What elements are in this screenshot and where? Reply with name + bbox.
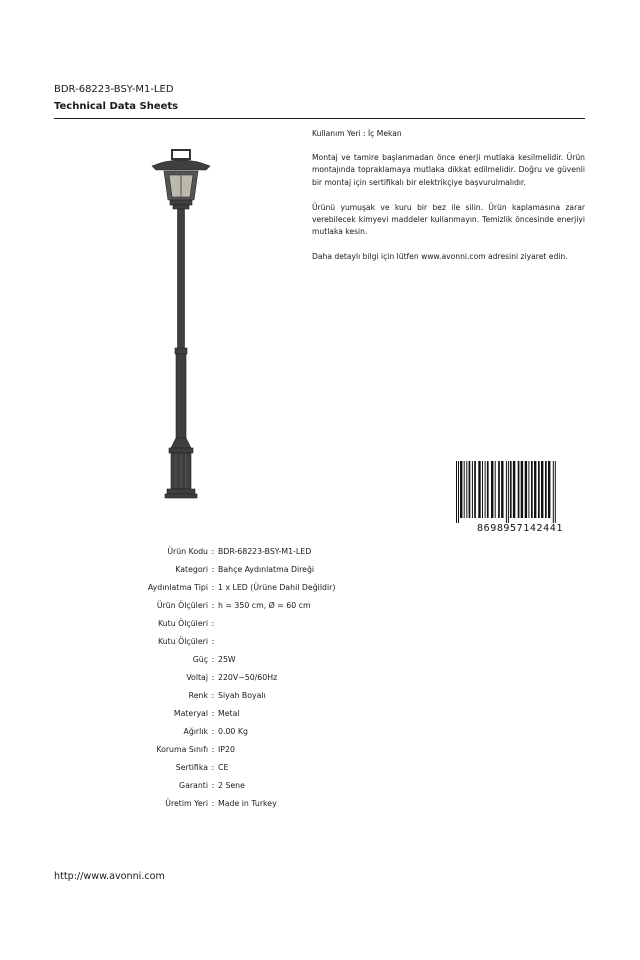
- spec-value: BDR-68223-BSY-M1-LED: [218, 546, 312, 556]
- barcode-bar: [495, 461, 496, 518]
- spec-label: Kutu Ölçüleri: [157, 636, 208, 646]
- spec-row-protection-class: [40, 740, 438, 758]
- spec-row-product-code: [40, 542, 438, 560]
- spec-value: 220V~50/60Hz: [218, 672, 278, 682]
- spec-value: h = 350 cm, Ø = 60 cm: [218, 600, 311, 610]
- spec-row-warranty: [40, 776, 438, 794]
- barcode-bar: [534, 461, 536, 518]
- barcode-bar: [464, 461, 465, 518]
- spec-separator: :: [211, 564, 215, 574]
- barcode: [454, 461, 585, 533]
- document-header: [54, 82, 585, 115]
- spec-label: Materyal: [173, 708, 208, 718]
- barcode-bar: [498, 461, 500, 518]
- barcode-bar: [482, 461, 483, 518]
- spec-row-lighting-type: [40, 578, 438, 596]
- spec-label: Güç: [192, 654, 208, 664]
- spec-value: 0.00 Kg: [218, 726, 248, 736]
- usage-text: Kullanım Yeri : İç Mekan: [312, 129, 402, 138]
- barcode-bar: [521, 461, 523, 518]
- spec-value: Siyah Boyalı: [218, 690, 266, 700]
- barcode-bar: [485, 461, 486, 518]
- header-divider: [54, 118, 585, 119]
- product-code-title: BDR-68223-BSY-M1-LED: [54, 84, 174, 95]
- spec-value: 25W: [218, 654, 236, 664]
- spec-label: Renk: [188, 690, 208, 700]
- spec-separator: :: [211, 690, 215, 700]
- spec-label: Koruma Sınıfı: [156, 744, 208, 754]
- spec-separator: :: [211, 546, 215, 556]
- spec-row-voltage: [40, 668, 438, 686]
- spec-row-product-dimensions: [40, 596, 438, 614]
- spec-separator: :: [211, 672, 215, 682]
- cleaning-paragraph: Ürünü yumuşak ve kuru bir bez ile silin. Ürün kaplamasına zarar verebilecek kimyevi maddeler kullanmayın. Temizlik öncesinde enerjiyi mutlaka kesin.: [312, 202, 585, 237]
- barcode-bar: [458, 461, 459, 523]
- spec-value: 2 Sene: [218, 780, 245, 790]
- spec-row-category: [40, 560, 438, 578]
- barcode-bar: [531, 461, 533, 518]
- barcode-bar: [518, 461, 520, 518]
- spec-label: Kategori: [175, 564, 208, 574]
- barcode-bar: [508, 461, 509, 523]
- website-paragraph: Daha detaylı bilgi için lütfen www.avonni.com adresini ziyaret edin.: [312, 252, 568, 262]
- spec-row-box-dimensions-2: [40, 632, 438, 650]
- spec-row-certificate: [40, 758, 438, 776]
- barcode-bar: [545, 461, 547, 518]
- spec-label: Kutu Ölçüleri: [157, 618, 208, 628]
- barcode-bar: [525, 461, 527, 518]
- safety-paragraph: Montaj ve tamire başlanmadan önce enerji mutlaka kesilmelidir. Ürün montajında topraklamaya mutlaka dikkat edilmelidir. Doğru ve güvenli bir montaj için sertifikalı bir elektrikçiye başvurulmalıdır.: [312, 153, 585, 187]
- lamp-post-image: [146, 148, 216, 503]
- spec-row-color: [40, 686, 438, 704]
- spec-row-origin: [40, 794, 438, 812]
- spec-label: Aydınlatma Tipi: [147, 582, 208, 592]
- spec-label: Ürün Kodu: [167, 546, 208, 556]
- barcode-bar: [553, 461, 554, 523]
- spec-separator: :: [211, 708, 215, 718]
- spec-label: Ağırlık: [183, 726, 208, 736]
- barcode-bar: [469, 461, 471, 518]
- barcode-bar: [510, 461, 512, 518]
- barcode-bar: [466, 461, 467, 518]
- spec-separator: :: [211, 798, 215, 808]
- spec-row-material: [40, 704, 438, 722]
- spec-separator: :: [211, 654, 215, 664]
- spec-label: Garanti: [179, 780, 208, 790]
- spec-value: Bahçe Aydınlatma Direği: [218, 564, 315, 574]
- spec-separator: :: [211, 582, 215, 592]
- barcode-digits: 8698957142441: [476, 523, 564, 533]
- spec-row-box-dimensions: [40, 614, 438, 632]
- barcode-bar: [501, 461, 503, 518]
- spec-label: Sertifika: [175, 762, 208, 772]
- barcode-bar: [472, 461, 473, 518]
- spec-separator: :: [211, 780, 215, 790]
- barcode-bar: [506, 461, 507, 523]
- info-block: [312, 128, 585, 277]
- spec-row-power: [40, 650, 438, 668]
- spec-value: Made in Turkey: [218, 798, 277, 808]
- barcode-bar: [541, 461, 543, 518]
- spec-separator: :: [211, 600, 215, 610]
- spec-separator: :: [211, 636, 215, 646]
- barcode-bar: [460, 461, 462, 518]
- spec-separator: :: [211, 744, 215, 754]
- footer-url[interactable]: http://www.avonni.com: [54, 871, 165, 882]
- barcode-bar: [528, 461, 529, 518]
- barcode-bar: [555, 461, 556, 523]
- spec-value: Metal: [218, 708, 240, 718]
- spec-separator: :: [211, 762, 215, 772]
- spec-row-weight: [40, 722, 438, 740]
- barcode-bar: [474, 461, 476, 518]
- barcode-bar: [491, 461, 493, 518]
- spec-label: Ürün Ölçüleri: [156, 600, 208, 610]
- spec-label: Voltaj: [186, 672, 208, 682]
- spec-value: 1 x LED (Ürüne Dahil Değildir): [218, 582, 336, 592]
- barcode-bar: [456, 461, 457, 523]
- barcode-bar: [478, 461, 480, 518]
- barcode-bar: [487, 461, 489, 518]
- spec-label: Üretim Yeri: [165, 798, 208, 808]
- barcode-bar: [548, 461, 550, 518]
- spec-value: IP20: [218, 744, 235, 754]
- spec-separator: :: [211, 618, 215, 628]
- spec-value: CE: [218, 762, 229, 772]
- barcode-bar: [538, 461, 540, 518]
- barcode-bar: [513, 461, 515, 518]
- specs-table: [40, 542, 438, 812]
- spec-separator: :: [211, 726, 215, 736]
- document-subtitle: Technical Data Sheets: [54, 101, 179, 112]
